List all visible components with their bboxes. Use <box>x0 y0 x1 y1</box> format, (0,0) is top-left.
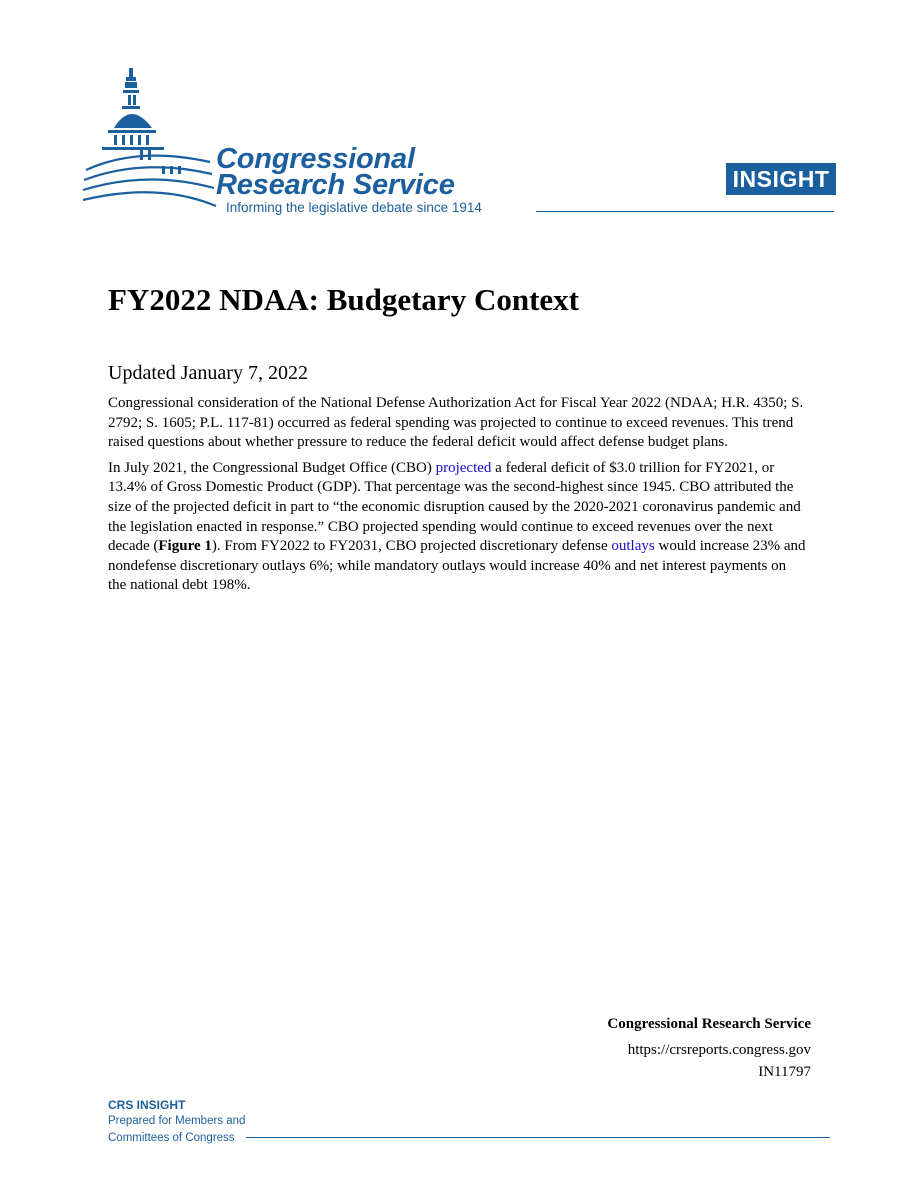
crs-logo <box>78 66 538 218</box>
p2-text-3: ). From FY2022 to FY2031, CBO projected discretionary defense <box>211 538 612 555</box>
footer-block <box>607 1013 811 1083</box>
updated-date: Updated January 7, 2022 <box>108 362 308 384</box>
crs-prepared-line1: Prepared for Members and <box>108 1115 246 1127</box>
crs-insight-label: CRS INSIGHT <box>108 1098 186 1112</box>
tagline: Informing the legislative debate since 1914 <box>226 200 482 215</box>
page-title: FY2022 NDAA: Budgetary Context <box>108 282 579 317</box>
org-name-line1: Congressional <box>216 143 415 175</box>
projected-link[interactable]: projected <box>435 459 492 476</box>
outlays-link[interactable]: outlays <box>611 538 655 555</box>
capitol-dome-icon <box>78 66 218 218</box>
crs-prepared-line2: Committees of Congress <box>108 1132 235 1144</box>
report-id: IN11797 <box>758 1064 811 1080</box>
p2-text-1: In July 2021, the Congressional Budget Office (CBO) <box>108 459 436 476</box>
crs-insight-footer <box>108 1098 245 1147</box>
p2-text-2: a federal deficit of $3.0 trillion for FY2021, or 13.4% of Gross Domestic Product (GDP). That percentage was the second-highest since 1945. CBO attributed the size of the projected deficit in part to “the economic disruption caused by the 2020-2021 coronavirus pandemic and the legislation enacted in response.” CBO projected spending would continue to exceed revenues over the next decade ( <box>108 459 801 555</box>
figure-1-reference: Figure 1 <box>158 538 212 555</box>
paragraph-1: Congressional consideration of the National Defense Authorization Act for Fiscal Year 2022 (NDAA; H.R. 4350; S. 2792; S. 1605; P.L. 117-81) occurred as federal spending was projected to continue to exceed revenues. This trend raised questions about whether pressure to reduce the federal deficit would affect defense budget plans. <box>108 395 804 451</box>
body-text <box>108 394 808 602</box>
footer-url: https://crsreports.congress.gov <box>627 1042 811 1058</box>
footer-rule <box>246 1137 830 1138</box>
header-rule <box>536 211 834 212</box>
org-name-line2: Research Service <box>216 169 455 201</box>
paragraph-2 <box>108 459 808 596</box>
insight-badge: INSIGHT <box>726 163 836 195</box>
footer-org-name: Congressional Research Service <box>607 1016 811 1032</box>
p2-text-4: would increase 23% and nondefense discretionary outlays 6%; while mandatory outlays would increase 40% and net interest payments on the national debt 198%. <box>108 538 806 594</box>
